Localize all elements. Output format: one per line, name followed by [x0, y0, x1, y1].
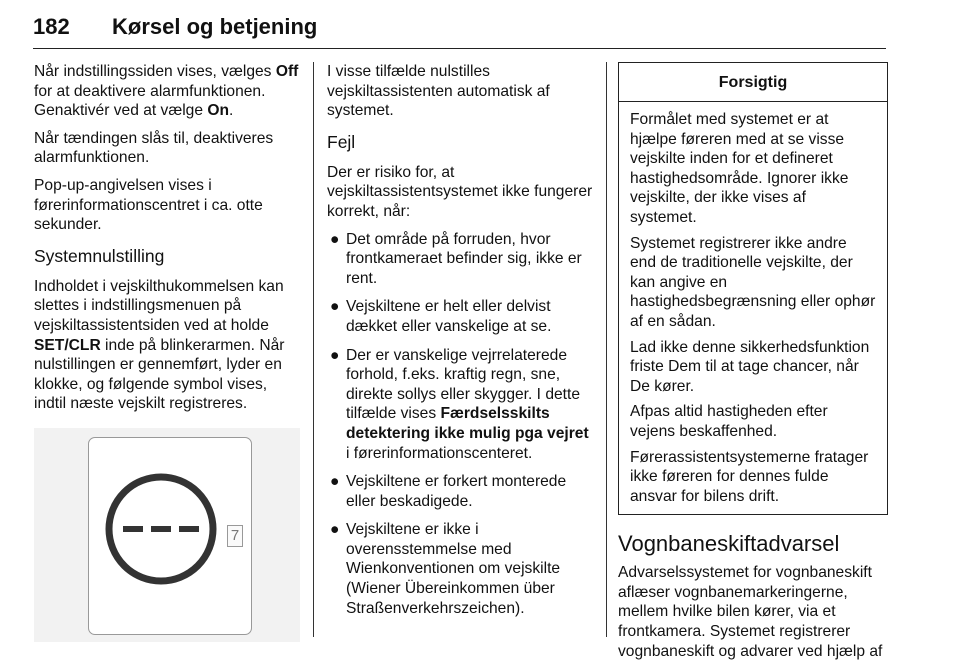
text: Vejskiltene er helt eller delvist dækket eller vanskelige at se.: [346, 298, 552, 335]
text: .: [229, 102, 234, 120]
text: Vejskiltene er forkert monterede eller beskadigede.: [346, 473, 567, 510]
set-clr-key: SET/CLR: [34, 336, 101, 354]
text: Indholdet i vejskilthukommelsen kan slettes i indstillingsmenuen på vejskiltassistentsiden ved at holde: [34, 277, 284, 334]
caution-box: [618, 62, 888, 515]
paragraph: [34, 277, 302, 414]
display-message: Færdselsskilts detektering ikke mulig pga vejret: [346, 405, 589, 442]
paragraph: Der er risiko for, at vejskiltassistentsystemet ikke fungerer korrekt, når:: [327, 163, 593, 220]
caution-paragraph: Systemet registrerer ikke andre end de traditionelle vejskilte, der kan angive en hastighedsbegrænsning eller ophør af en sådan.: [630, 234, 876, 330]
caution-body: [619, 102, 887, 514]
bullet-icon: ●: [330, 473, 340, 491]
column-divider: [606, 62, 607, 637]
bullet-icon: ●: [330, 346, 340, 364]
bullet-icon: ●: [330, 298, 340, 316]
section-heading: Systemnulstilling: [34, 245, 165, 266]
speed-limit-reset-icon: [101, 469, 221, 589]
column-3: [618, 62, 888, 669]
text: Det område på forruden, hvor frontkameraet befinder sig, ikke er rent.: [346, 230, 582, 287]
list-item: [327, 346, 593, 464]
page-number: 182: [33, 14, 70, 39]
column-1: [34, 62, 302, 642]
section-heading: Vognbaneskiftadvarsel: [618, 531, 840, 557]
figure-id-label: 7: [227, 525, 243, 547]
caution-paragraph: Førerassistentsystemerne fratager ikke føreren for dennes fulde ansvar for bilens drift.: [630, 448, 869, 505]
on-option: On: [207, 102, 230, 120]
caution-paragraph: Lad ikke denne sikkerhedsfunktion friste Dem til at tage chancer, når De kører.: [630, 338, 870, 395]
paragraph: I visse tilfælde nulstilles vejskiltassistenten automatisk af systemet.: [327, 63, 550, 120]
text: inde på blinkerarmen. Når nulstillingen er gennemført, lyder en klokke, og følgende symbol vises, indtil næste vejskilt registreres.: [34, 336, 285, 413]
list-item: [327, 297, 593, 336]
paragraph: Advarselssystemet for vognbaneskift aflæser vognbanemarkeringerne, mellem hvilke bilen kører, via et frontkamera. Systemet registrerer vognbaneskift og advarer ved hjælp af: [618, 564, 883, 660]
off-option: Off: [275, 63, 299, 80]
chapter-title: Kørsel og betjening: [112, 14, 318, 39]
list-item: [327, 230, 593, 289]
column-2: [327, 62, 593, 627]
page-header: [33, 8, 886, 49]
text: i førerinformationscenteret.: [346, 444, 533, 462]
column-divider: [313, 62, 314, 637]
caution-title: Forsigtig: [619, 63, 887, 102]
paragraph: Pop-up-angivelsen vises i førerinformationscentret i ca. otte sekunder.: [34, 176, 263, 234]
section-heading: Fejl: [327, 131, 356, 152]
bullet-icon: ●: [330, 521, 340, 539]
text: Når indstillingssiden vises, vælges: [34, 63, 276, 80]
text: Vejskiltene er ikke i overensstemmelse med Wienkonventionen om vejskilte (Wiener Übereinkommen über Straßenverkehrszeichen).: [346, 521, 561, 617]
paragraph: Når tændingen slås til, deaktiveres alarmfunktionen.: [34, 129, 274, 167]
text: Der er vanskelige vejrrelaterede forhold, f.eks. kraftig regn, sne, direkte sollys eller skygger. I dette tilfælde vises: [346, 346, 581, 423]
reset-symbol-figure: [34, 428, 300, 642]
caution-paragraph: Formålet med systemet er at hjælpe føreren med at se visse vejskilte inden for et defineret hastighedsområde. Ignorer ikke vejskilte, der ikke vises af systemet.: [630, 111, 849, 226]
list-item: [327, 472, 593, 511]
caution-paragraph: Afpas altid hastigheden efter vejens beskaffenhed.: [630, 403, 828, 440]
bullet-icon: ●: [330, 230, 340, 248]
list-item: [327, 520, 593, 618]
text: for at deaktivere alarmfunktionen. Genaktivér ved at vælge: [34, 82, 266, 120]
bullet-list: [327, 230, 593, 619]
paragraph: [34, 62, 302, 121]
